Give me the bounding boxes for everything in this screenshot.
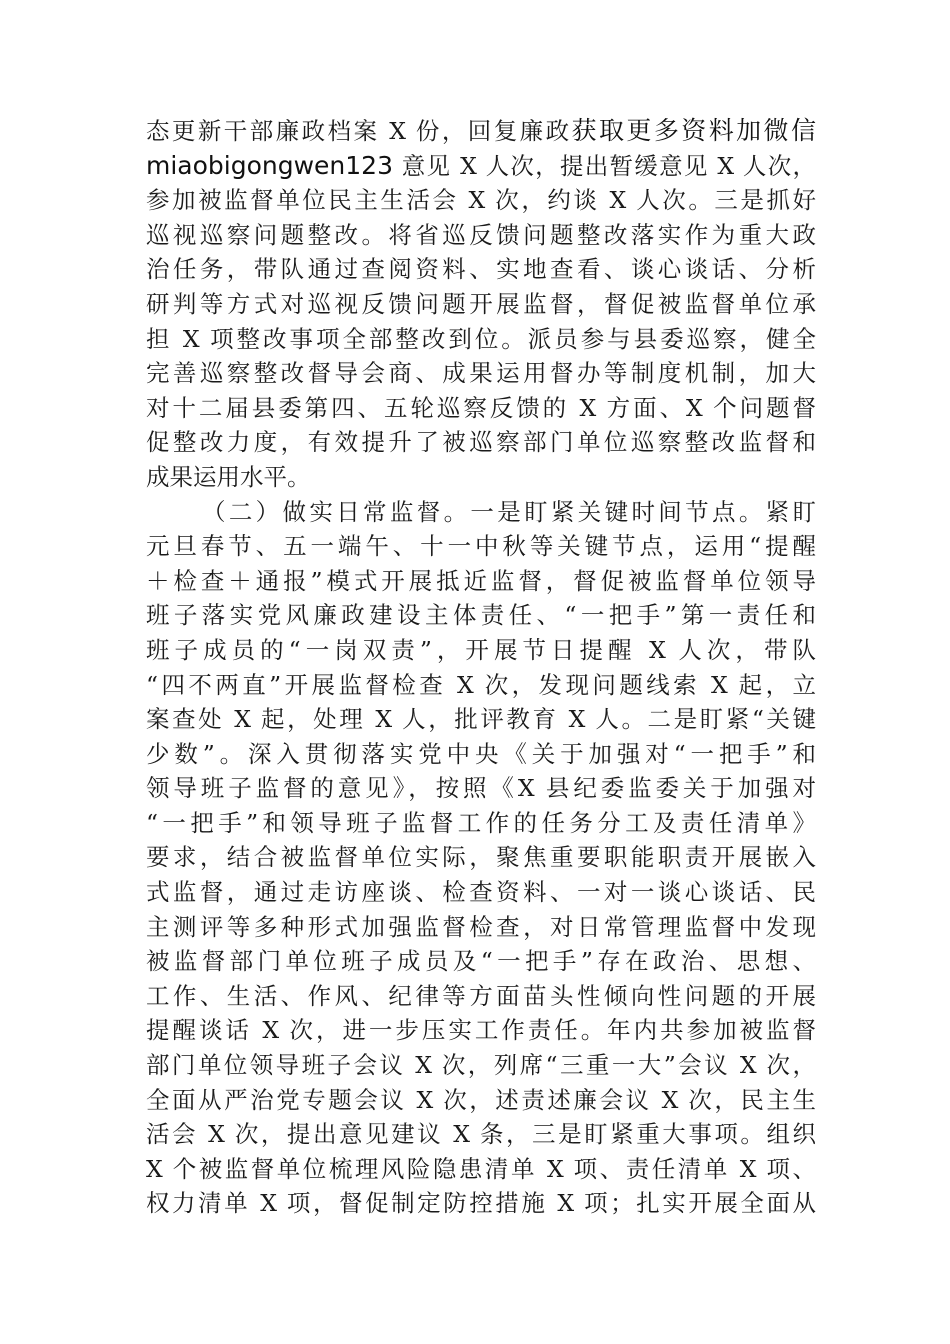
text-line: X 个被监督单位梳理风险隐患清单 X 项、责任清单 X 项、 bbox=[146, 1154, 816, 1183]
text-line: 对十二届县委第四、五轮巡察反馈的 X 方面、X 个问题督 bbox=[146, 393, 816, 422]
text-line: 参加被监督单位民主生活会 X 次，约谈 X 人次。三是抓好 bbox=[146, 186, 816, 215]
text-line: 巡视巡察问题整改。将省巡反馈问题整改落实作为重大政 bbox=[146, 220, 816, 249]
text-line: 领导班子监督的意见》，按照《X 县纪委监委关于加强对 bbox=[146, 774, 816, 803]
text-line: 权力清单 X 项，督促制定防控措施 X 项；扎实开展全面从 bbox=[146, 1189, 816, 1218]
text-line: 治任务，带队通过查阅资料、实地查看、谈心谈话、分析 bbox=[146, 255, 816, 284]
text-line bbox=[146, 114, 816, 149]
text-line: 全面从严治党专题会议 X 次，述责述廉会议 X 次，民主生 bbox=[146, 1085, 816, 1114]
text-line: 活会 X 次，提出意见建议 X 条，三是盯紧重大事项。组织 bbox=[146, 1120, 816, 1149]
text-line: “一把手”和领导班子监督工作的任务分工及责任清单》 bbox=[146, 808, 816, 837]
text-line: 促整改力度，有效提升了被巡察部门单位巡察整改监督和 bbox=[146, 428, 816, 457]
text-line: 主测评等多种形式加强监督检查，对日常管理监督中发现 bbox=[146, 912, 816, 941]
text-fragment: 意见 X 人次，提出暂缓意见 X 人次， bbox=[393, 151, 816, 180]
body-text bbox=[146, 114, 816, 1221]
text-line: 少数”。深入贯彻落实党中央《关于加强对“一把手”和 bbox=[146, 739, 816, 768]
text-line: 班子成员的“一岗双责”，开展节日提醒 X 人次，带队 bbox=[146, 635, 816, 664]
text-line bbox=[146, 149, 816, 184]
text-line: “四不两直”开展监督检查 X 次，发现问题线索 X 起，立 bbox=[146, 670, 816, 699]
text-line: 工作、生活、作风、纪律等方面苗头性倾向性问题的开展 bbox=[146, 981, 816, 1010]
text-line: 班子落实党风廉政建设主体责任、“一把手”第一责任和 bbox=[146, 601, 816, 630]
text-line: 元旦春节、五一端午、十一中秋等关键节点，运用“提醒 bbox=[146, 532, 816, 561]
text-line: 提醒谈话 X 次，进一步压实工作责任。年内共参加被监督 bbox=[146, 1016, 816, 1045]
text-line: 部门单位领导班子会议 X 次，列席“三重一大”会议 X 次， bbox=[146, 1051, 816, 1080]
section-heading-line: （二）做实日常监督。一是盯紧关键时间节点。紧盯 bbox=[202, 497, 816, 526]
text-line: 完善巡察整改督导会商、成果运用督办等制度机制，加大 bbox=[146, 359, 816, 388]
text-line: 被监督部门单位班子成员及“一把手”存在政治、思想、 bbox=[146, 947, 816, 976]
text-line: 研判等方式对巡视反馈问题开展监督，督促被监督单位承 bbox=[146, 289, 816, 318]
text-line: 案查处 X 起，处理 X 人，批评教育 X 人。二是盯紧“关键 bbox=[146, 705, 816, 734]
promo-text: 获取更多资料加微信 bbox=[571, 116, 816, 145]
text-line: 担 X 项整改事项全部整改到位。派员参与县委巡察，健全 bbox=[146, 324, 816, 353]
text-line: 成果运用水平。 bbox=[146, 462, 311, 491]
text-fragment: 态更新干部廉政档案 X 份，回复廉政 bbox=[146, 117, 572, 145]
text-line: 要求，结合被监督单位实际，聚焦重要职能职责开展嵌入 bbox=[146, 843, 816, 872]
text-line: 式监督，通过走访座谈、检查资料、一对一谈心谈话、民 bbox=[146, 878, 816, 907]
promo-wechat-id: miaobigongwen123 bbox=[146, 150, 393, 180]
text-line: ＋检查＋通报”模式开展抵近监督，督促被监督单位领导 bbox=[146, 566, 816, 595]
